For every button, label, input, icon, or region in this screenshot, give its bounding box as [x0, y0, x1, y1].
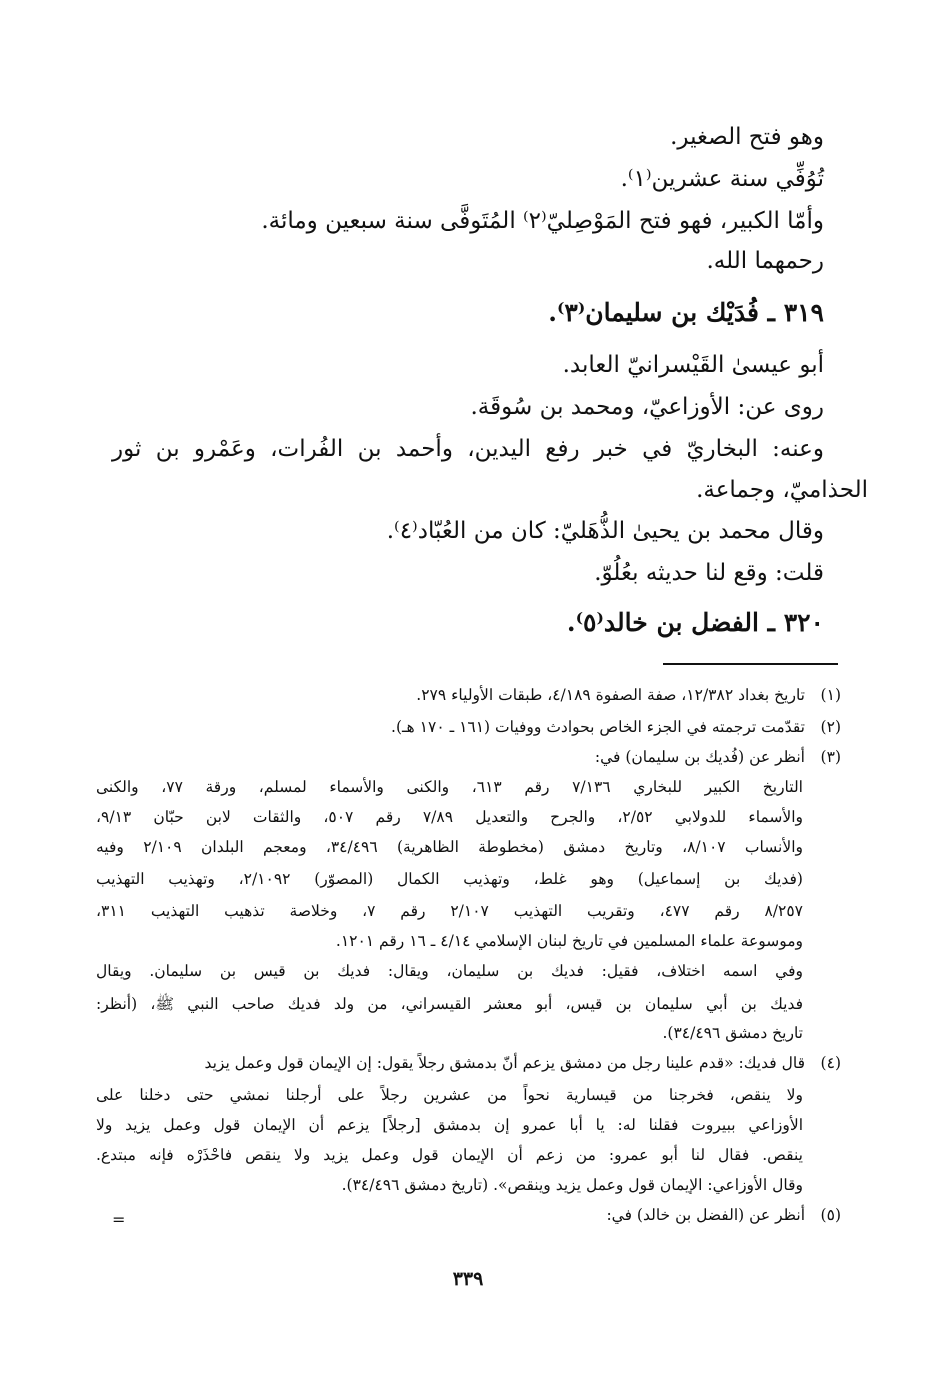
footnote-line: والأنساب ٨/١٠٧، وتاريخ دمشق (مخطوطة الظاهرية) ٣٤/٤٩٦، ومعجم البلدان ٢/١٠٩ وفيه — [96, 838, 803, 856]
text-line: تُوُفِّي سنة عشرين⁽١⁾. — [620, 166, 824, 192]
footnote-number: (٥) — [820, 1206, 841, 1224]
text-line: قلت: وقع لنا حديثه بعُلُوّ. — [594, 560, 824, 586]
footnote-text: أنظر عن (الفضل بن خالد) في: — [606, 1206, 805, 1224]
footnote-number: (١) — [820, 686, 841, 704]
entry-heading-319: ٣١٩ ـ فُدَيْك بن سليمان⁽٣⁾. — [548, 298, 824, 327]
footnote-5 — [606, 1206, 841, 1224]
footnote-line: فديك بن أبي سليمان بن قيس، أبو معشر القيسراني، من ولد فديك صاحب النبي ﷺ، (أنظر: — [96, 995, 803, 1013]
footnote-line: وفي اسمه اختلاف، فقيل: فديك بن سليمان، ويقال: فديك بن قيس بن سليمان. ويقال — [96, 962, 803, 980]
footnote-text: أنظر عن (فُديك بن سليمان) في: — [594, 748, 805, 766]
footnote-line: ٨/٢٥٧ رقم ٤٧٧، وتقريب التهذيب ٢/١٠٧ رقم ٧، وخلاصة تذهيب التهذيب ٣١١، — [96, 902, 803, 920]
footnote-text: قال فديك: «قدم علينا رجل من دمشق يزعم أنّ بدمشق رجلاً يقول: إن الإيمان قول وعمل يزيد — [204, 1054, 805, 1072]
text-line: وعنه: البخاريّ في خبر رفع اليدين، وأحمد بن الفُرات، وعَمْرو بن ثور — [112, 436, 824, 462]
footnote-separator — [663, 663, 838, 665]
text-line: أبو عيسىٰ القَيْسرانيّ العابد. — [562, 352, 824, 378]
footnote-line: التاريخ الكبير للبخاري ٧/١٣٦ رقم ٦١٣، والكنى والأسماء لمسلم، ورقة ٧٧، والكنى — [96, 778, 803, 796]
footnote-4 — [96, 1054, 841, 1072]
footnote-line: تاريخ دمشق ٣٤/٤٩٦). — [662, 1024, 803, 1042]
text-line: وأمّا الكبير، فهو فتح المَوْصِليّ⁽٢⁾ المُتَوفَّى سنة سبعين ومائة. — [261, 208, 824, 234]
text-line: وهو فتح الصغير. — [670, 124, 824, 150]
footnote-line: الأوزاعي ببيروت فقلنا له: يا أبا عمرو إن بدمشق [رجلاً] يزعم أن الإيمان قول وعمل يزيد ولا — [96, 1116, 803, 1134]
footnote-line: وقال الأوزاعي: الإيمان قول وعمل يزيد وينقص». (تاريخ دمشق ٣٤/٤٩٦). — [341, 1176, 803, 1194]
text-line: روى عن: الأوزاعيّ، ومحمد بن سُوقَة. — [470, 394, 824, 420]
footnote-1 — [416, 686, 841, 704]
footnote-line: ولا ينقص، فخرجنا من قيسارية نحواً من عشرين رجلاً على أرجلنا نمشي حتى دخلنا على — [96, 1086, 803, 1104]
footnote-number: (٢) — [820, 718, 841, 736]
continuation-mark: = — [112, 1210, 126, 1229]
footnote-text: تقدّمت ترجمته في الجزء الخاص بحوادث ووفيات (١٦١ ـ ١٧٠ هـ). — [391, 718, 805, 736]
footnote-number: (٣) — [820, 748, 841, 766]
footnote-line: وموسوعة علماء المسلمين في تاريخ لبنان الإسلامي ٤/١٤ ـ ١٦ رقم ١٢٠١. — [335, 932, 803, 950]
footnote-line: ينقص. فقال لنا أبو عمرو: من زعم أن الإيمان قول وعمل يزيد ولا ينقص فاحْذَرْه فإنه مبتدع. — [96, 1146, 803, 1164]
page-number: ٣٣٩ — [452, 1268, 484, 1290]
footnote-2 — [391, 718, 841, 736]
entry-heading-320: ٣٢٠ ـ الفضل بن خالد⁽٥⁾. — [566, 608, 824, 637]
footnote-3 — [595, 748, 841, 766]
text-line: الحذاميّ، وجماعة. — [696, 477, 868, 503]
text-line: وقال محمد بن يحيىٰ الذُّهَليّ: كان من العُبّاد⁽٤⁾. — [386, 518, 824, 544]
footnote-text: تاريخ بغداد ١٢/٣٨٢، صفة الصفوة ٤/١٨٩، طبقات الأولياء ٢٧٩. — [416, 686, 805, 704]
text-line: رحمهما الله. — [706, 248, 824, 274]
footnote-line: والأسماء للدولابي ٢/٥٢، والجرح والتعديل ٧/٨٩ رقم ٥٠٧، والثقات لابن حبّان ٩/١٣، — [96, 808, 803, 826]
footnote-line: (فديك بن إسماعيل) وهو غلط، وتهذيب الكمال (المصوّر) ٢/١٠٩٢، وتهذيب التهذيب — [96, 870, 803, 888]
footnote-number: (٤) — [820, 1054, 841, 1072]
